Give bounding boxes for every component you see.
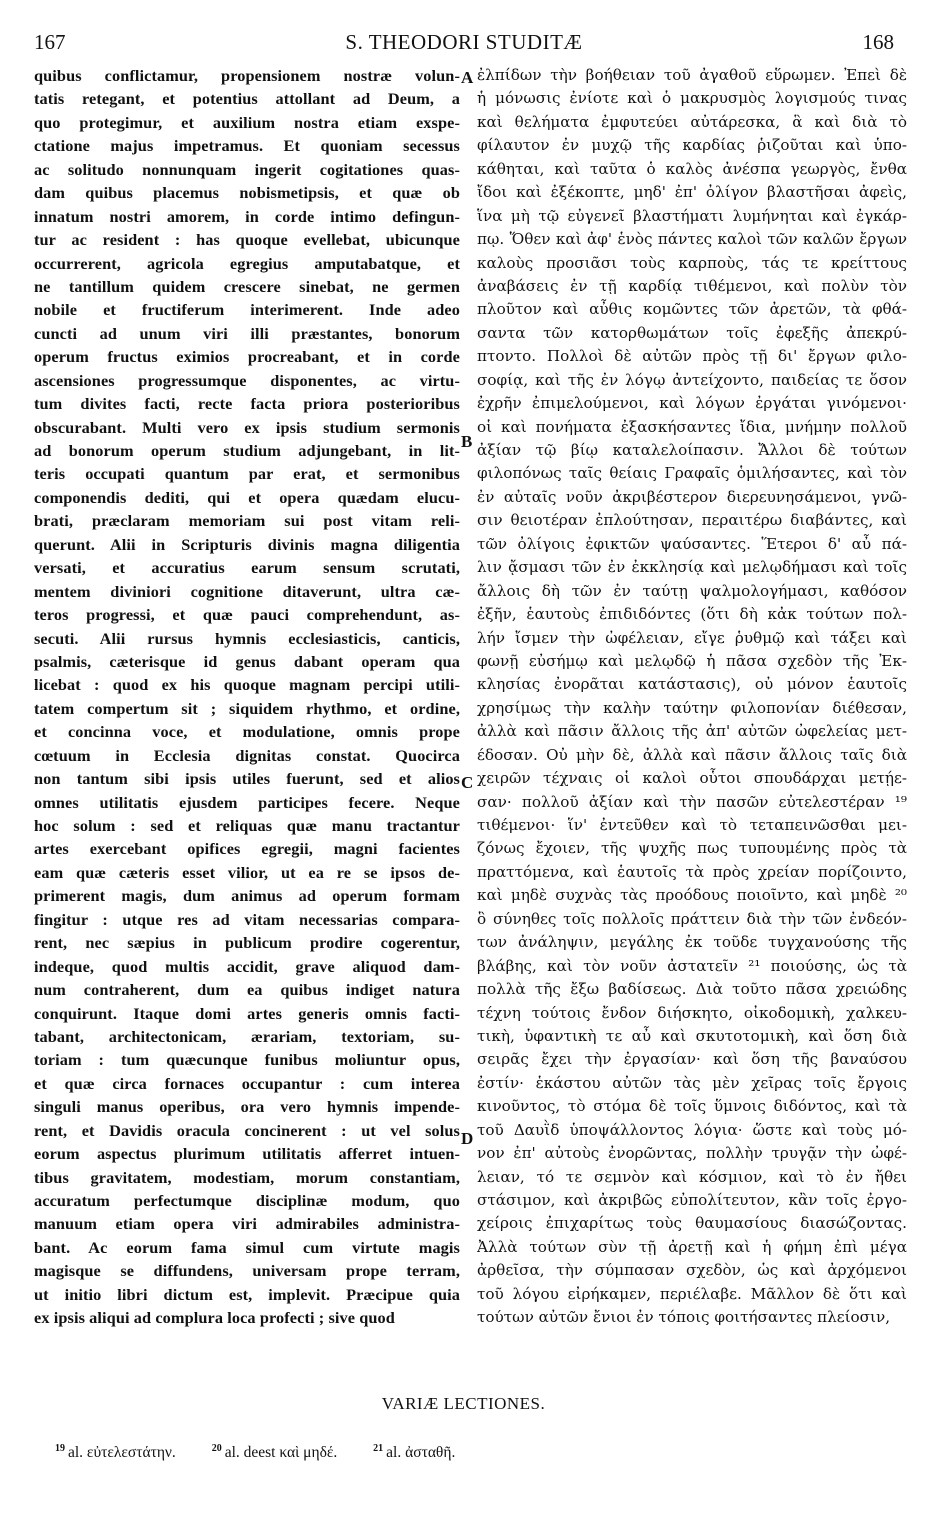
text-line: τοῦ Δαυῒδ ὑποψάλλοντος λόγια· ὥστε καὶ τοὺς μό- (477, 1120, 907, 1139)
text-line: ζόνως ἔχοιεν, τῆς ψυχῆς πως τυπουμένης πρὸς τὰ (477, 839, 907, 858)
text-line: ἐξῆν, ἑαυτοὺς ἐπιδιδόντες (ὅτι δὴ κἀκ τούτων πολ- (477, 605, 907, 624)
text-line: accuratum perfectumque disciplinæ modum, quo (34, 1191, 460, 1210)
text-line: βλάβης, καὶ τὸν νοῦν ἀστατεῖν ²¹ ποιούσης, ὡς τὰ (477, 956, 907, 975)
text-line: λειαν, τό τε σεμνὸν καὶ κόσμιον, καὶ τὸ ἐν ἤθει (477, 1167, 907, 1186)
text-line: τοῦ λόγου εἰρήκαμεν, περιέλαβε. Μᾶλλον δὲ ὅτι καὶ (477, 1284, 907, 1303)
text-line: artes exercebant opifices egregii, magni facientes (34, 839, 460, 859)
text-line: secuti. Alii rursus hymnis ecclesiasticis, canticis, (34, 628, 460, 648)
footnote-number: 19 (55, 1443, 65, 1454)
text-line: tum divites facti, recte facta priora posterioribus (34, 394, 460, 414)
text-line: καὶ μηδὲ συχνὰς τὰς προόδους ποιοῖντο, καὶ μηδὲ ²⁰ (477, 886, 907, 905)
text-line: ὃ σύνηθες τοῖς πολλοῖς πράττειν διὰ τὴν τῶν ἐνδεόν- (477, 909, 907, 928)
text-line: τούτων αὐτῶν ἔνιοι ἐν τόποις φοιτήσαντες πλείοσιν, (477, 1308, 891, 1327)
text-line: componendis dediti, qui et opera quædam elucu- (34, 487, 460, 507)
margin-marker-a: A (461, 68, 474, 87)
text-line: φωνῇ εὐσήμῳ καὶ μελῳδῷ ἡ πᾶσα σχεδὸν τῆς Ἐκ- (477, 651, 907, 670)
footnote-text: al. ἀσταθῆ. (386, 1444, 456, 1462)
text-line: bant. Ac eorum fama simul cum virtute magis (34, 1237, 460, 1257)
text-line: ἴδοι καὶ ἐξέκοπτε, μηδ' ἐπ' ὀλίγον βλαστῆσαι ἀφεὶς, (477, 183, 907, 202)
text-line: ἐστίν· ἑκάστου αὐτῶν τὰς μὲν χεῖρας τοῖς ἔργοις (477, 1073, 907, 1092)
text-line: teros progressi, et quæ pauci comprehendunt, as- (34, 605, 460, 625)
text-line: licebat : quod ex his quoque magnam percipi utili- (34, 675, 460, 695)
text-line: λήν ἴσμεν τὴν ὠφέλειαν, εἴγε ῥυθμῷ καὶ τάξει καὶ (477, 628, 907, 647)
text-line: innatum nostri amorem, in corde intimo defingun- (34, 206, 460, 226)
footnote-text: al. εὐτελεστάτην. (68, 1444, 176, 1462)
text-line: πολλὰ τῆς ἔξω βαδίσεως. Διὰ τοῦτο πᾶσα χρειώδης (477, 980, 907, 999)
text-line: ad bonorum operum studium adjungebant, in lit- (34, 441, 460, 460)
text-line: tatem compertum sit ; siquidem rhythmo, et ordine, (34, 698, 460, 718)
text-line: ex ipsis aliqui ad complura loca profecti ; sive quod (34, 1308, 395, 1328)
text-line: πῳ. Ὅθεν καὶ ἀφ' ἑνὸς πάντες καλοὶ τῶν καλῶν ἔργων (477, 230, 907, 249)
page-header (34, 30, 894, 64)
text-line: σιν θειοτέραν ἐπλούτησαν, περαιτέρω διαβάντες, καὶ (477, 511, 907, 530)
text-line: ἐχρῆν ἐπιμελούμενοι, καὶ λόγων ἐργάται γινόμενοι· (477, 394, 907, 413)
text-line: teris occupati quantum par erat, et sermonibus (34, 464, 460, 484)
text-line: ἀρθεῖσα, τὴν σύμπασαν σχεδὸν, ὡς καὶ ἀρχόμενοι (477, 1261, 907, 1280)
text-line: rent, nec sæpius in publicum prodire cogerentur, (34, 933, 460, 953)
text-line: ἀξίαν τῷ βίῳ καταλελοίπασιν. Ἄλλοι δὲ τούτων (477, 441, 907, 459)
footnote-text: al. deest καὶ μηδέ. (224, 1444, 338, 1462)
text-line: οἱ καὶ πονήματα ἐξασκήσαντες ἴδια, μνήμην πολλοῦ (477, 417, 907, 436)
text-line: κάθηται, καὶ ταῦτα ὁ καλὸς ἀνέσπα γεωργὸς, ἔνθα (477, 159, 907, 178)
text-line: ἀλλὰ καὶ πᾶσιν ἄλλοις τῆς ἀπ' αὐτῶν ὠφελείας μετ- (477, 722, 907, 741)
text-line: omnes utilitatis ejusdem participes fecere. Neque (34, 792, 460, 812)
text-line: ut initio libri dictum est, implevit. Præcipue quia (34, 1284, 460, 1304)
text-line: occurrerent, agricola egregius amputabatque, et (34, 253, 460, 273)
text-line: στάσιμον, καὶ ἀκριβῶς εὐπολίτευτον, κἂν τοῖς ἐργο- (477, 1191, 907, 1209)
greek-column (477, 64, 907, 1330)
text-line: κλησίας ἐνορᾶται κατάστασις), οὐ μόνον ἑαυτοῖς (477, 675, 907, 694)
text-line: operum fructus eximios procreabant, et in corde (34, 347, 460, 367)
text-line: ἀναβάσεις ἐν τῇ καρδίᾳ τιθέμενοι, καὶ πολὺν τὸν (477, 276, 907, 295)
text-line: ἵνα μὴ τῷ εὐγενεῖ βλαστήματι λυμήνηται καὶ ἐγκάρ- (477, 206, 907, 225)
text-line: singuli manus operibus, ora vero hymnis impende- (34, 1097, 460, 1117)
text-line: νον ἐπ' αὐτοὺς ἐνορῶντας, πολλὴν τρυγᾷν τὴν ὠφέ- (477, 1144, 907, 1163)
text-line: ac solitudo nonnunquam ingerit cogitationes quas- (34, 159, 460, 179)
text-line: σειρᾶς ἔχει τὴν ἐργασίαν· καὶ ὅση τῆς βαναύσου (477, 1050, 907, 1069)
footnotes (55, 1443, 895, 1462)
text-line: toriam : tum quæcunque funibus moliuntur opus, (34, 1050, 460, 1070)
text-line: σαν· πολλοῦ ἀξίαν καὶ τὴν πασῶν εὐτελεστέραν ¹⁹ (477, 792, 907, 811)
text-line: et concinna voce, et modulatione, omnis prope (34, 722, 460, 742)
text-line: ctatione majus impetramus. Et quoniam secessus (34, 136, 460, 156)
text-line: et quæ circa fornaces occupantur : cum interea (34, 1073, 460, 1093)
text-line: πραττόμενα, καὶ ἑαυτοῖς τὰ πρὸς χρείαν πορίζοιντο, (477, 862, 907, 881)
footnote-20 (212, 1444, 338, 1461)
variae-lectiones-heading: VARIÆ LECTIONES. (381, 1394, 546, 1413)
text-line: conquirunt. Itaque domi artes generis omnis facti- (34, 1003, 460, 1023)
text-line: τῶν ὀλίγοις ἐφικτῶν ψαύσαντες. Ἕτεροι δ' αὖ πά- (477, 534, 907, 553)
latin-column (34, 64, 460, 1330)
text-line: Ἀλλὰ τούτων σὺν τῇ ἀρετῇ καὶ ἡ φήμη ἐπὶ μέγα (477, 1237, 907, 1256)
text-line: σαντα τῶν κατορθωμάτων τοῖς ἐφεξῆς ἀπεκρύ- (477, 323, 907, 342)
margin-marker-c: C (461, 773, 474, 792)
text-line: manuum etiam opera viri admirabiles administra- (34, 1214, 460, 1234)
text-line: καλοὺς προσιᾶσι τοὺς καρποὺς, τάς τε κρείττους (477, 253, 907, 272)
text-line: ἐλπίδων τὴν βοήθειαν τοῦ ἀγαθοῦ εὕρωμεν. Ἐπεὶ δὲ (477, 66, 907, 84)
margin-marker-b: B (461, 432, 473, 451)
text-line: hoc solum : sed et reliquas quæ manu tractantur (34, 816, 460, 835)
text-line: πτοντο. Πολλοὶ δὲ αὐτῶν πρὸς τῇ δι' ἔργων φιλο- (477, 347, 907, 366)
text-line: nobile et fructiferum interimerent. Inde adeo (34, 300, 460, 320)
text-line: magisque se diffundens, universam prope terram, (34, 1261, 460, 1281)
text-line: ἡ μόνωσις ἐνίοτε καὶ ὁ μακρυσμὸς λογισμούς τινας (477, 89, 907, 108)
footnote-19 (55, 1444, 176, 1461)
text-line: φίλαυτον ἐν μυχῷ τῆς καρδίας ῥιζοῦται καὶ ὑπο- (477, 136, 907, 155)
text-line: tatis retegant, et potentius attollant ad Deum, a (34, 89, 460, 109)
text-line: primerent magis, dum animus ad operum formam (34, 886, 460, 906)
text-line: obscurabant. Multi vero ex ipsis studium sermonis (34, 417, 460, 437)
text-line: tibus gravitatem, modestiam, morum constantiam, (34, 1167, 460, 1187)
footnote-number: 21 (373, 1443, 384, 1454)
text-line: χείροις ἐπιχαρίτως τοὺς θαυμασίους διασώζοντας. (477, 1214, 907, 1233)
text-line: cuncti ad unum viri illi præstantes, bonorum (34, 323, 460, 343)
text-line: καὶ θελήματα ἐμφυτεύει αὐτάρεσκα, ἃ καὶ διὰ τὸ (477, 112, 907, 131)
text-line: τικὴ, ὑφαντικὴ τε αὖ καὶ σκυτοτομικὴ, καὶ ὅση διὰ (477, 1026, 907, 1045)
text-line: κινοῦντος, τὸ στόμα δὲ τοῖς ὕμνοις διδόντος, καὶ τὰ (477, 1097, 907, 1116)
text-line: indeque, quod multis accidit, grave aliquod dam- (34, 956, 460, 976)
text-line: χειρῶν τέχναις οἱ καλοὶ οὗτοι σπουδάρχαι μετῄε- (477, 769, 907, 788)
text-line: eam quæ cæteris esset vilior, ut ea re se ipsos de- (34, 862, 460, 882)
text-line: πλοῦτον καὶ αὖθις κομῶντες τῶν ἀρετῶν, τὰ φθά- (477, 300, 907, 319)
text-line: τέχνη τούτοις ἔνδον διήσκητο, οἰκοδομικὴ, χαλκευ- (477, 1003, 907, 1022)
text-line: φιλοπόνως ταῖς θείαις Γραφαῖς ὁμιλήσαντες, καὶ τὸν (477, 464, 907, 483)
text-line: ἐν αὐταῖς νοῦν ἀκριβέστερον διερευνησάμενοι, γνῶ- (477, 487, 907, 506)
text-line: psalmis, cæterisque id genus dabant operam qua (34, 651, 460, 671)
text-line: λιν ᾄσμασι τῶν ἐν ἐκκλησίᾳ καὶ μελῳδήμασι καὶ τοῖς (477, 558, 907, 577)
text-line: fingitur : utque res ad vitam necessarias compara- (34, 909, 460, 929)
text-line: τιθέμενοι· ἵν' ἐντεῦθεν καὶ τὸ τεταπεινῶσθαι μει- (477, 816, 907, 834)
text-line: quibus conflictamur, propensionem nostræ volun- (34, 66, 460, 85)
text-line: brati, præclaram memoriam sui post vitam reli- (34, 511, 460, 531)
text-line: ne tantillum quidem crescere sinebat, ne germen (34, 276, 460, 296)
text-line: χρησίμως τὴν καλὴν ταύτην φιλοπονίαν διέθεσαν, (477, 698, 907, 717)
text-line: ἄλλοις δὴ τῶν ἐν ταύτῃ ψαλμολογήμασι, καθόσον (477, 581, 907, 600)
running-title: S. THEODORI STUDITÆ (345, 30, 583, 54)
text-line: ascensiones progressumque disponentes, ac virtu- (34, 370, 460, 390)
text-line: tur ac resident : has quoque evellebat, ubicunque (34, 230, 460, 250)
left-page-number: 167 (34, 30, 66, 54)
text-line: non tantum sibi ipsis utiles fuerunt, sed et alios (34, 769, 460, 789)
right-page-number: 168 (862, 30, 894, 54)
text-line: σοφίᾳ, καὶ τῆς ἐν λόγῳ ἀντείχοντο, παιδείας τε ὅσον (477, 370, 907, 389)
text-line: tabant, architectonicam, ærariam, textoriam, su- (34, 1026, 460, 1046)
text-line: quo protegimur, et auxilium nostra etiam exspe- (34, 112, 460, 132)
text-line: rent, et Davidis oracula concinerent : ut vel solus (34, 1120, 460, 1140)
text-line: eorum aspectus plurimum utilitatis afferret intuen- (34, 1144, 460, 1164)
text-line: num contraherent, dum ea quibus indiget natura (34, 980, 460, 1000)
text-line: έδοσαν. Οὐ μὴν δὲ, ἀλλὰ καὶ πᾶσιν ἄλλοις ταῖς διὰ (477, 745, 907, 764)
footnote-21 (373, 1444, 455, 1461)
text-line: querunt. Alii in Scripturis divinis magna diligentia (34, 534, 460, 554)
text-line: dam quibus placemus nobismetipsis, et quæ ob (34, 183, 460, 203)
margin-marker-d: D (461, 1129, 474, 1148)
text-line: cœtuum in Ecclesia dignitas constat. Quocirca (34, 745, 460, 765)
text-line: mentem diviniori cognitione ditaverunt, ultra cæ- (34, 581, 460, 601)
text-line: των ἀνάληψιν, μεγάλης ἐκ τοῦδε τυγχανούσης τῆς (477, 933, 907, 952)
text-line: versati, et accuratius earum sensum scrutati, (34, 558, 460, 578)
footnote-number: 20 (211, 1443, 222, 1454)
